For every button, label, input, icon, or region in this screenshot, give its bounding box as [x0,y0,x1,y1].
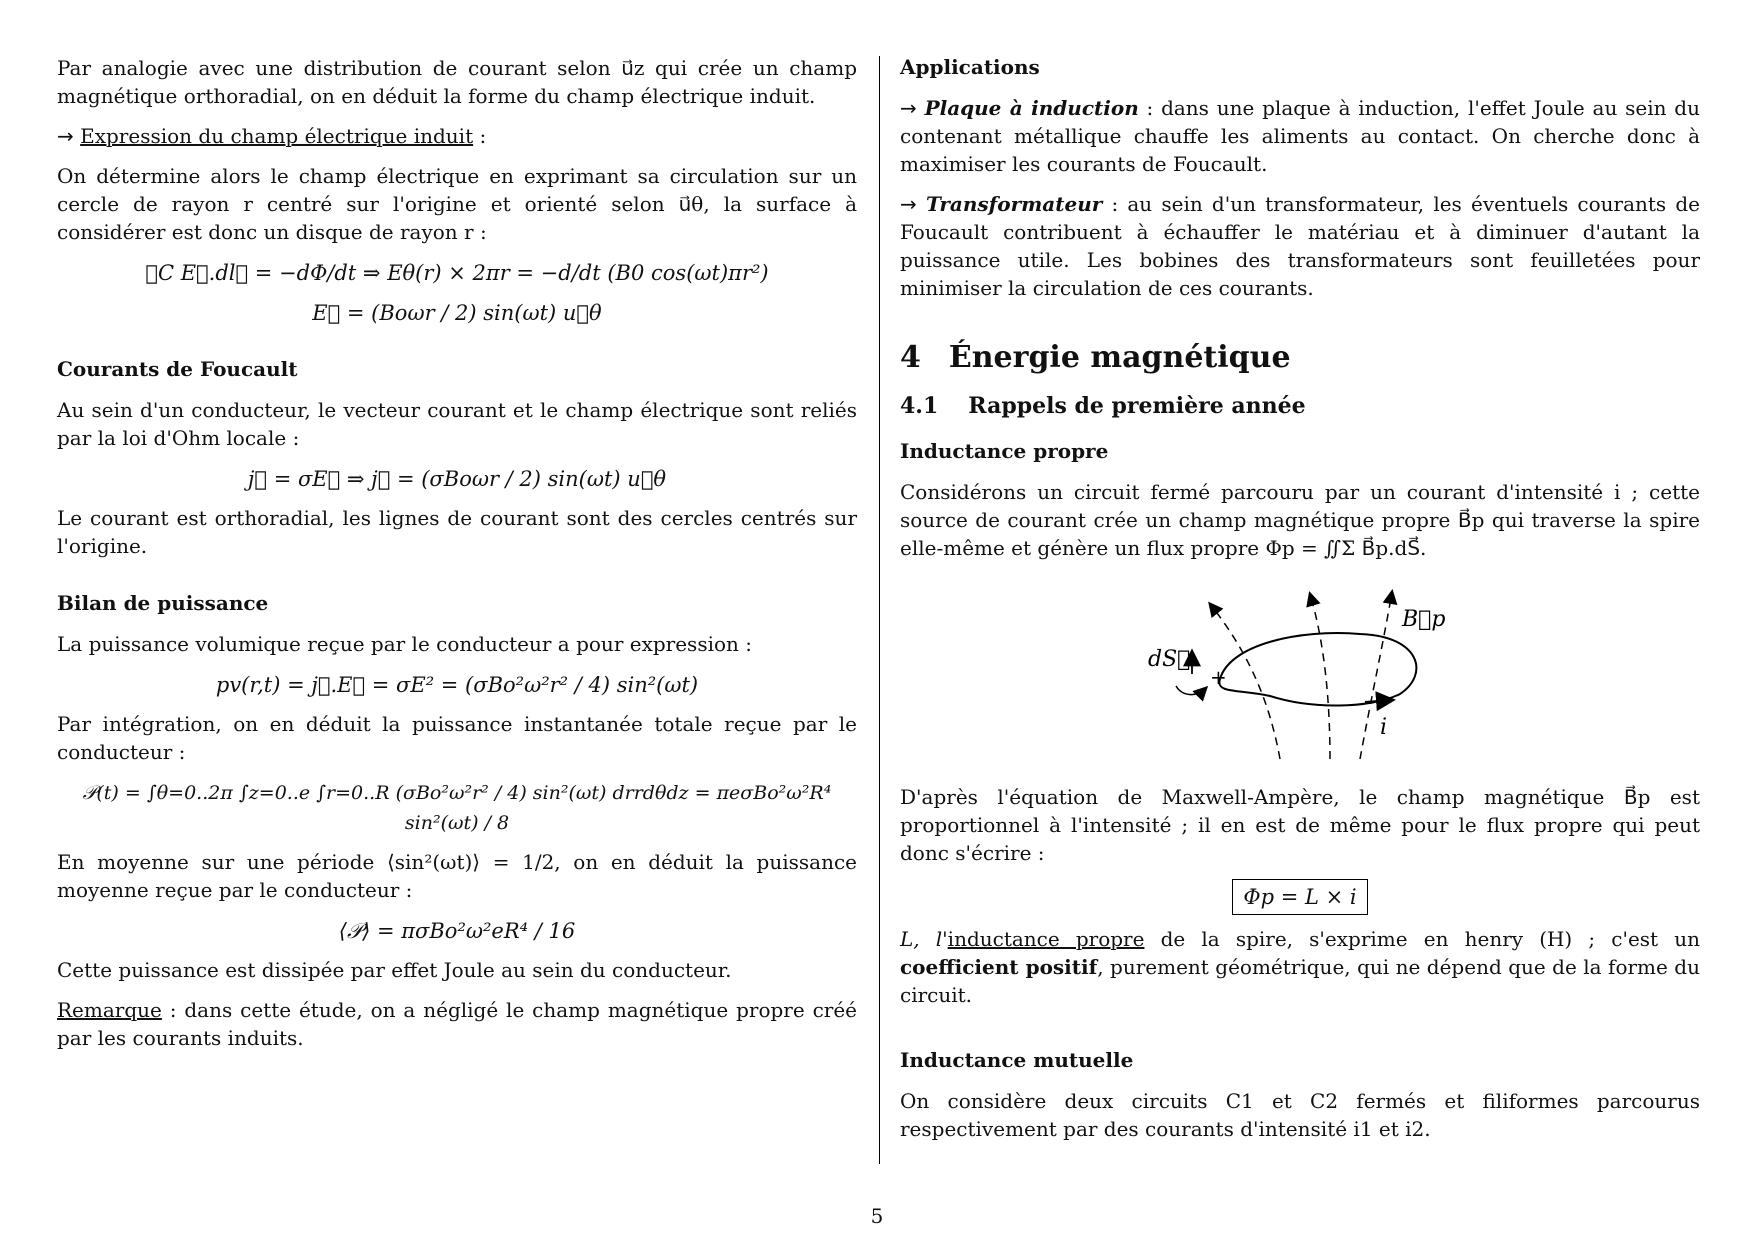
section-title: Énergie magnétique [948,340,1291,375]
inductance-propre-paragraph: Considérons un circuit fermé parcouru par un courant d'intensité i ; cette source de courant crée un champ magnétique propre B⃗p qui traverse la spire elle-même et génère un flux propre Φp = ∬Σ B⃗p.dS⃗. [900,480,1700,560]
i-label: i [1380,715,1388,740]
page-number: 5 [870,1204,884,1228]
integration-paragraph: Par intégration, on en déduit la puissance instantanée totale reçue par le conducteur : [57,712,857,764]
dS-label: dS⃗ [1148,647,1191,672]
inductance-mutuelle-paragraph: On considère deux circuits C1 et C2 fermés et filiformes parcourus respectivement par des courants d'intensité i1 et i2. [900,1089,1700,1141]
applications-heading: Applications [900,55,1040,79]
spire-figure [900,574,1700,771]
inductance-propre-heading: Inductance propre [900,439,1109,463]
subsection-title: Rappels de première année [968,393,1306,419]
application-plaque-title: Plaque à induction [924,96,1139,120]
maxwell-ampere-paragraph: D'après l'équation de Maxwell-Ampère, le champ magnétique B⃗p est proportionnel à l'intensité ; il en est de même pour le flux propre qui peut donc s'écrire : [900,785,1700,865]
equation-electric-field: E⃗ = (Boωr / 2) sin(ωt) u⃗θ [312,301,602,325]
foucault-heading: Courants de Foucault [57,357,298,381]
application-transformateur-title: Transformateur [925,192,1103,216]
arrow-icon: → [57,124,74,148]
field-line-2 [1310,594,1330,759]
joule-paragraph: Cette puissance est dissipée par effet Joule au sein du conducteur. [57,958,732,982]
inductance-propre-term: inductance propre [947,927,1145,951]
section-number: 4 [900,340,921,375]
mean-paragraph: En moyenne sur une période ⟨sin²(ωt)⟩ = 1/2, on en déduit la puissance moyenne reçue par le conducteur : [57,850,857,902]
field-line-3 [1360,592,1392,759]
ohm-paragraph: Au sein d'un conducteur, le vecteur courant et le champ électrique sont reliés par la loi d'Ohm locale : [57,398,857,450]
remark-text: : dans cette étude, on a négligé le champ magnétique propre créé par les courants induits. [57,998,857,1050]
inductance-mutuelle-heading: Inductance mutuelle [900,1048,1134,1072]
remark-paragraph [57,996,857,1052]
equation-ohm: j⃗ = σE⃗ ⇒ j⃗ = (σBoωr / 2) sin(ωt) u⃗θ [247,467,667,491]
application-plaque: → Plaque à induction : dans une plaque à induction, l'effet Joule au sein du contenant métallique chauffe les aliments au contact. On cherche donc à maximiser les courants de Foucault. [900,96,1700,176]
circulation-paragraph: On détermine alors le champ électrique en exprimant sa circulation sur un cercle de rayon r centré sur l'origine et orienté selon u⃗θ, la surface à considérer est donc un disque de rayon r : [57,164,857,244]
subsection-heading [900,392,1700,420]
bilan-heading: Bilan de puissance [57,591,269,615]
boxed-equation: Φp = L × i [1232,879,1367,915]
equation-mean-power: ⟨𝒫⟩ = πσBo²ω²eR⁴ / 16 [338,919,576,943]
inductance-definition-paragraph: L, l'inductance propre de la spire, s'exprime en henry (H) ; c'est un coefficient positif, purement géométrique, qui ne dépend que de la forme du circuit. [900,927,1700,1007]
column-divider [879,56,880,1164]
coefficient-positif-term: coefficient positif [900,955,1098,979]
section-heading [900,340,1700,376]
plus-label: + [1210,665,1227,689]
expression-label: Expression du champ électrique induit [80,124,474,148]
left-column [57,54,857,1064]
Bp-label: B⃗p [1402,607,1446,632]
application-transformateur: → Transformateur : au sein d'un transformateur, les éventuels courants de Foucault contribuent à échauffer le matériau et à diminuer d'autant la puissance utile. Les bobines des transformateurs sont feuilletées pour minimiser la circulation de ces courants. [900,192,1701,300]
volumic-power-paragraph: La puissance volumique reçue par le conducteur a pour expression : [57,632,752,656]
subsection-number: 4.1 [900,393,939,419]
equation-volumic-power: pv(r,t) = j⃗.E⃗ = σE² = (σBo²ω²r² / 4) sin²(ωt) [215,673,699,697]
expression-heading: → Expression du champ électrique induit : [57,124,487,148]
orientation-arrow [1176,686,1206,695]
arrow-icon: → [900,192,917,216]
right-column [900,54,1700,1155]
arrow-icon: → [900,96,917,120]
equation-circulation: ∮C E⃗.dl⃗ = −dΦ/dt ⇒ Eθ(r) × 2πr = −d/dt (B0 cos(ωt)πr²) [145,261,769,285]
current-arrow [1365,700,1392,702]
spire-diagram [1130,574,1470,764]
intro-paragraph: Par analogie avec une distribution de courant selon u⃗z qui crée un champ magnétique orthoradial, on en déduit la forme du champ électrique induit. [57,56,857,108]
equation-total-power: 𝒫(t) = ∫θ=0..2π ∫z=0..e ∫r=0..R (σBo²ω²r² / 4) sin²(ωt) drrdθdz = πeσBo²ω²R⁴ sin²(ωt) / 8 [82,782,832,834]
equation-flux-box [900,879,1700,915]
remark-label: Remarque [57,998,162,1022]
orthoradial-paragraph: Le courant est orthoradial, les lignes de courant sont des cercles centrés sur l'origine. [57,506,857,558]
spire-loop [1219,633,1416,705]
